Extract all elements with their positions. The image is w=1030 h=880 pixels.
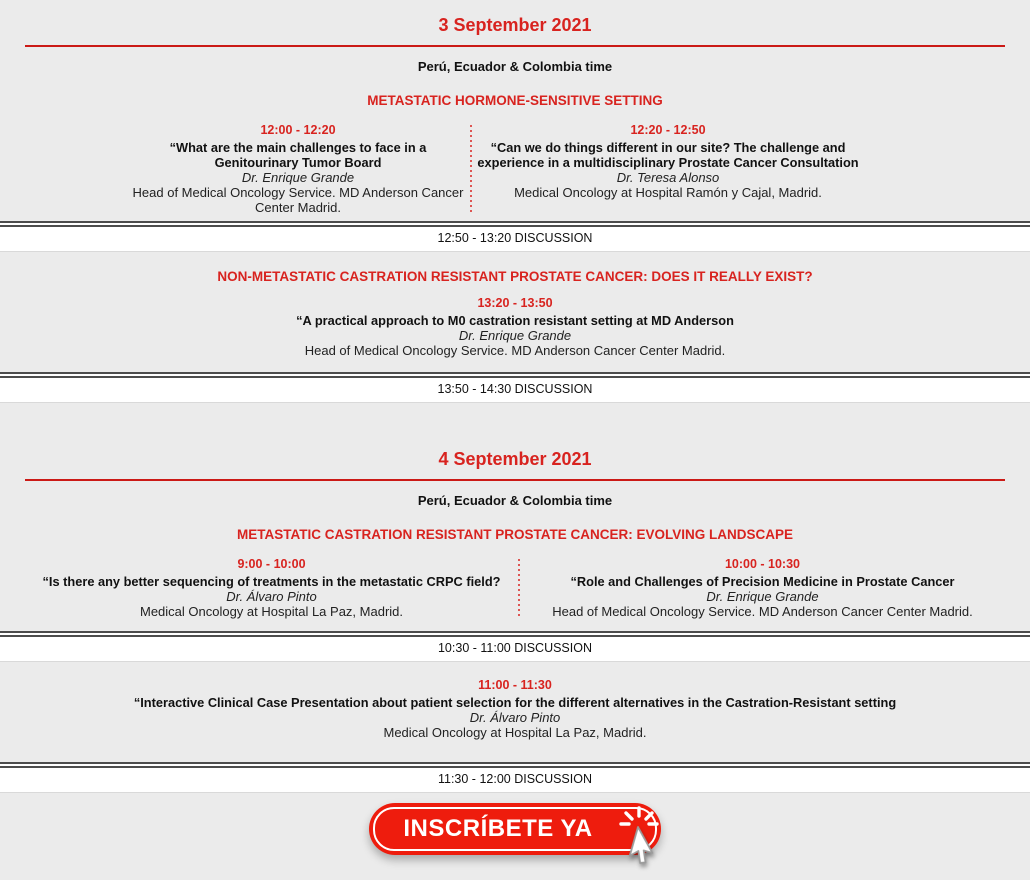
discussion-label: 11:30 - 12:00 DISCUSSION bbox=[437, 772, 592, 786]
discussion-label: 13:50 - 14:30 DISCUSSION bbox=[437, 382, 593, 396]
session-speaker: Dr. Álvaro Pinto bbox=[226, 589, 317, 604]
session-time: 9:00 - 10:00 bbox=[237, 557, 306, 571]
session-speaker: Dr. Enrique Grande bbox=[458, 328, 572, 343]
session-speaker: Dr. Enrique Grande bbox=[241, 170, 355, 185]
day1-timezone: Perú, Ecuador & Colombia time bbox=[417, 59, 613, 74]
session-affiliation: Head of Medical Oncology Service. MD Anderson Cancer Center Madrid. bbox=[304, 343, 726, 358]
register-button[interactable] bbox=[369, 803, 661, 855]
session-affiliation: Head of Medical Oncology Service. MD Anderson Cancer Center Madrid. bbox=[132, 185, 464, 215]
register-button-label: INSCRÍBETE YA bbox=[403, 815, 593, 842]
session-speaker: Dr. Teresa Alonso bbox=[616, 170, 720, 185]
session-time: 10:00 - 10:30 bbox=[724, 557, 801, 571]
day1-section2-heading: NON-METASTATIC CASTRATION RESISTANT PROSTATE CANCER: DOES IT REALLY EXIST? bbox=[217, 269, 813, 284]
day2-title: 4 September 2021 bbox=[438, 449, 592, 469]
day1-sessions-row bbox=[0, 123, 1030, 215]
session-title: “Is there any better sequencing of treatments in the metastatic CRPC field? bbox=[42, 574, 501, 589]
discussion-label: 10:30 - 11:00 DISCUSSION bbox=[437, 641, 592, 655]
session-title: “Interactive Clinical Case Presentation about patient selection for the different alternatives in the Castration-Resistant setting bbox=[133, 695, 897, 710]
session-time: 12:20 - 12:50 bbox=[630, 123, 706, 137]
day2-timezone: Perú, Ecuador & Colombia time bbox=[417, 493, 613, 508]
session-affiliation: Head of Medical Oncology Service. MD Anderson Cancer Center Madrid. bbox=[552, 604, 973, 619]
day2-title-rule bbox=[25, 479, 1005, 481]
day1-title-rule bbox=[25, 45, 1005, 47]
discussion-bar bbox=[0, 762, 1030, 793]
session-card bbox=[0, 296, 1030, 358]
session-affiliation: Medical Oncology at Hospital La Paz, Madrid. bbox=[383, 725, 647, 740]
session-speaker: Dr. Álvaro Pinto bbox=[469, 710, 561, 725]
session-card bbox=[472, 123, 864, 200]
session-card bbox=[25, 557, 518, 619]
discussion-label: 12:50 - 13:20 DISCUSSION bbox=[437, 231, 593, 245]
session-time: 13:20 - 13:50 bbox=[477, 296, 553, 310]
session-speaker: Dr. Enrique Grande bbox=[706, 589, 819, 604]
day2-section1-heading: METASTATIC CASTRATION RESISTANT PROSTATE CANCER: EVOLVING LANDSCAPE bbox=[237, 527, 793, 542]
session-affiliation: Medical Oncology at Hospital Ramón y Cajal, Madrid. bbox=[514, 185, 822, 200]
day1-section1-heading: METASTATIC HORMONE-SENSITIVE SETTING bbox=[367, 93, 663, 108]
session-card bbox=[520, 557, 1005, 619]
discussion-bar bbox=[0, 631, 1030, 662]
cta-row bbox=[0, 803, 1030, 855]
session-title: “A practical approach to M0 castration resistant setting at MD Anderson bbox=[296, 313, 734, 328]
session-title: “What are the main challenges to face in a Genitourinary Tumor Board bbox=[169, 140, 427, 170]
session-card bbox=[126, 123, 470, 215]
cursor-click-icon bbox=[617, 807, 677, 871]
session-title: “Can we do things different in our site? The challenge and experience in a multidisciplinary Prostate Cancer Consultation bbox=[477, 140, 859, 170]
discussion-bar bbox=[0, 221, 1030, 252]
session-card bbox=[0, 678, 1030, 740]
session-time: 11:00 - 11:30 bbox=[478, 678, 552, 692]
session-title: “Role and Challenges of Precision Medicine in Prostate Cancer bbox=[570, 574, 955, 589]
day2-sessions-row bbox=[0, 557, 1030, 619]
day1-title: 3 September 2021 bbox=[438, 15, 592, 35]
session-time: 12:00 - 12:20 bbox=[260, 123, 336, 137]
discussion-bar bbox=[0, 372, 1030, 403]
session-affiliation: Medical Oncology at Hospital La Paz, Madrid. bbox=[139, 604, 403, 619]
